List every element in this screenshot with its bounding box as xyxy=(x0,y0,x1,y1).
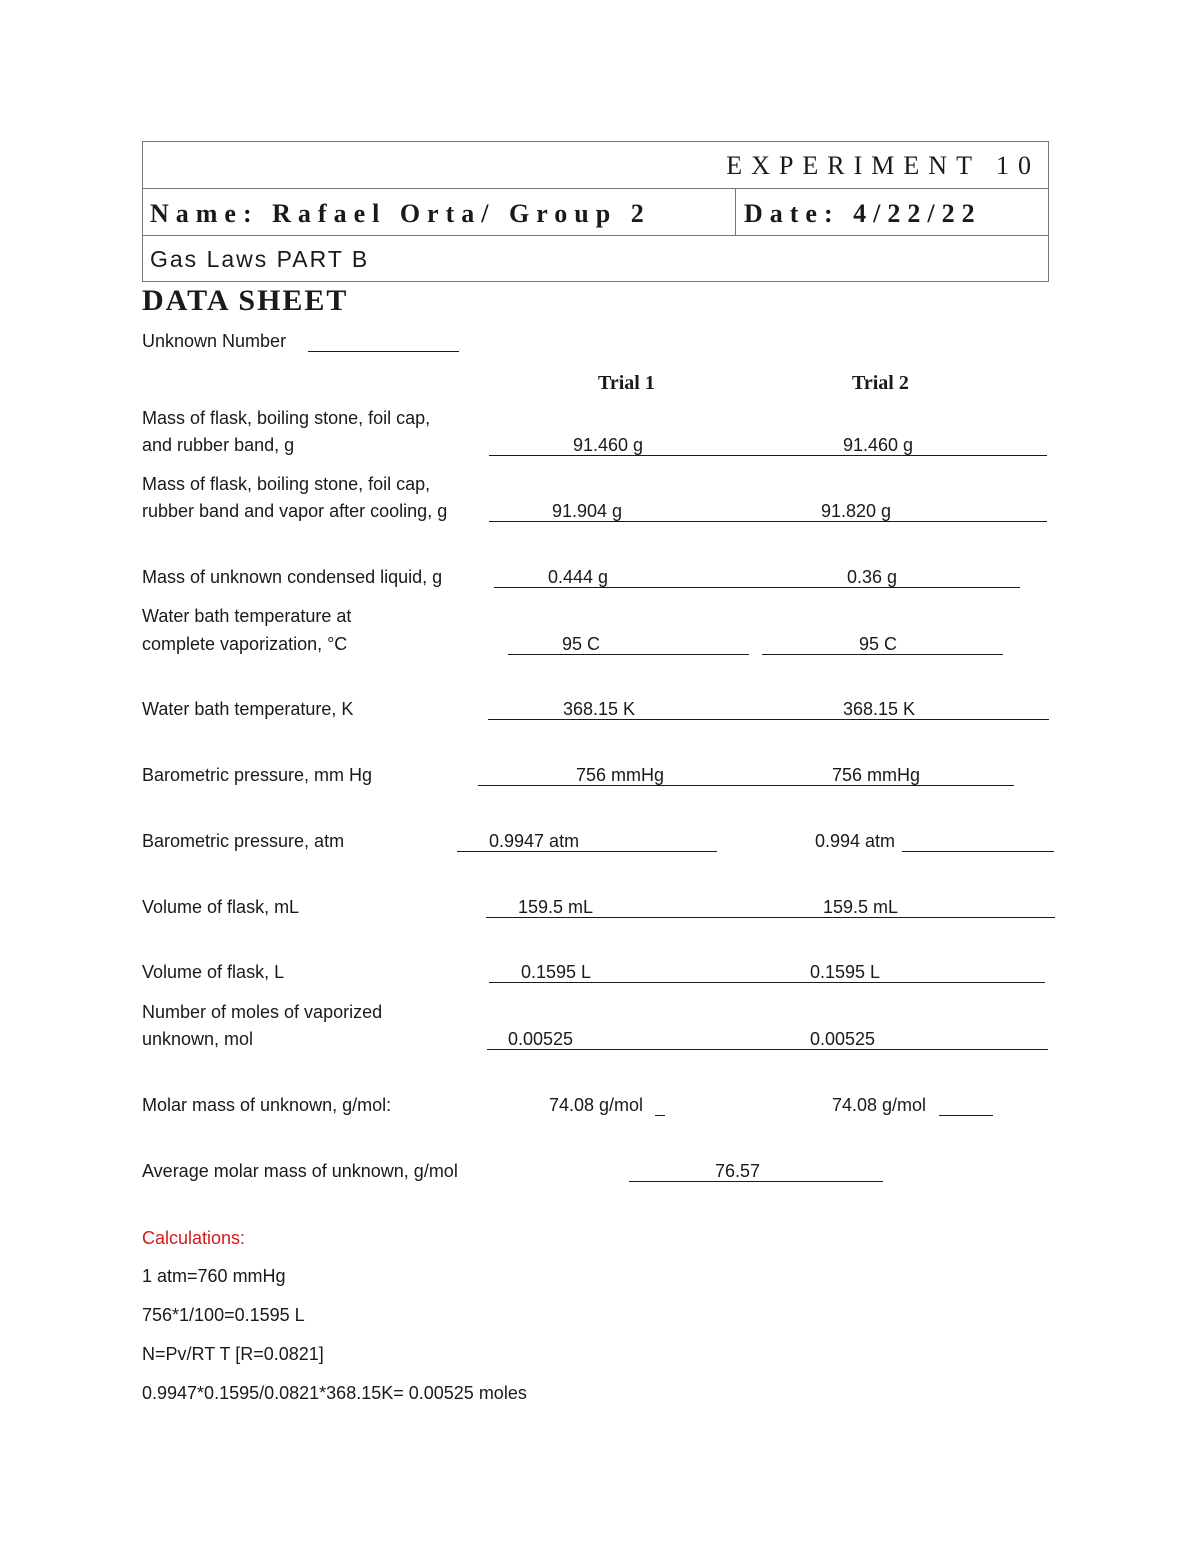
calculation-line: N=Pv/RT T [R=0.0821] xyxy=(142,1344,324,1364)
trial-1-value: 0.00525 xyxy=(508,1029,574,1049)
row-label: Mass of flask, boiling stone, foil cap, xyxy=(142,474,431,494)
row-label: Mass of flask, boiling stone, foil cap, xyxy=(142,408,431,428)
header-box xyxy=(142,141,1049,282)
header-divider xyxy=(735,189,736,236)
trial-1-value: 74.08 g/mol xyxy=(549,1095,644,1115)
row-label: unknown, mol xyxy=(142,1029,254,1049)
trial-1-value: 0.444 g xyxy=(548,567,609,587)
row-label: Mass of unknown condensed liquid, g xyxy=(142,567,443,587)
trial-2-value: 0.994 atm xyxy=(815,831,896,851)
row-label: rubber band and vapor after cooling, g xyxy=(142,501,448,521)
answer-line xyxy=(939,1115,993,1116)
trial-2-value: 0.00525 xyxy=(810,1029,876,1049)
experiment-number: EXPERIMENT 10 xyxy=(726,151,1040,180)
calculation-line: 0.9947*0.1595/0.0821*368.15K= 0.00525 moles xyxy=(142,1383,527,1403)
average-value: 76.57 xyxy=(715,1161,761,1181)
trial-2-value: 368.15 K xyxy=(843,699,916,719)
trial-1-value: 0.9947 atm xyxy=(489,831,580,851)
experiment-subtitle: Gas Laws PART B xyxy=(150,246,370,272)
trial-1-value: 91.904 g xyxy=(552,501,623,521)
trial-1-value: 95 C xyxy=(562,634,601,654)
trial-1-value: 159.5 mL xyxy=(518,897,594,917)
trial-1-value: 368.15 K xyxy=(563,699,636,719)
answer-line xyxy=(655,1115,665,1116)
column-trial-2: Trial 2 xyxy=(852,372,909,394)
unknown-number-blank xyxy=(308,351,459,352)
trial-1-value: 756 mmHg xyxy=(576,765,665,785)
answer-line xyxy=(508,654,749,655)
calculation-line: 756*1/100=0.1595 L xyxy=(142,1305,305,1325)
row-label: Average molar mass of unknown, g/mol xyxy=(142,1161,458,1181)
row-label: Molar mass of unknown, g/mol: xyxy=(142,1095,392,1115)
trial-2-value: 91.820 g xyxy=(821,501,892,521)
student-name: Name: Rafael Orta/ Group 2 xyxy=(150,199,651,228)
row-label: Water bath temperature at xyxy=(142,606,352,626)
row-label: Number of moles of vaporized xyxy=(142,1002,383,1022)
report-date: Date: 4/22/22 xyxy=(744,199,982,228)
trial-2-value: 0.36 g xyxy=(847,567,898,587)
trial-2-value: 159.5 mL xyxy=(823,897,899,917)
row-label: Water bath temperature, K xyxy=(142,699,354,719)
unknown-number-label: Unknown Number xyxy=(142,331,287,351)
trial-2-value: 91.460 g xyxy=(843,435,914,455)
column-trial-1: Trial 1 xyxy=(598,372,655,394)
trial-1-value: 91.460 g xyxy=(573,435,644,455)
trial-2-value: 95 C xyxy=(859,634,898,654)
trial-1-value: 0.1595 L xyxy=(521,962,592,982)
answer-line xyxy=(478,785,1014,786)
answer-line xyxy=(902,851,1054,852)
trial-2-value: 74.08 g/mol xyxy=(832,1095,927,1115)
row-label: Barometric pressure, atm xyxy=(142,831,345,851)
calculation-line: 1 atm=760 mmHg xyxy=(142,1266,286,1286)
row-label: complete vaporization, °C xyxy=(142,634,348,654)
row-label: Barometric pressure, mm Hg xyxy=(142,765,373,785)
trial-2-value: 0.1595 L xyxy=(810,962,881,982)
row-label: and rubber band, g xyxy=(142,435,295,455)
trial-2-value: 756 mmHg xyxy=(832,765,921,785)
calculations-heading: Calculations: xyxy=(142,1228,246,1248)
sheet-title: DATA SHEET xyxy=(142,284,349,317)
row-label: Volume of flask, L xyxy=(142,962,285,982)
row-label: Volume of flask, mL xyxy=(142,897,300,917)
